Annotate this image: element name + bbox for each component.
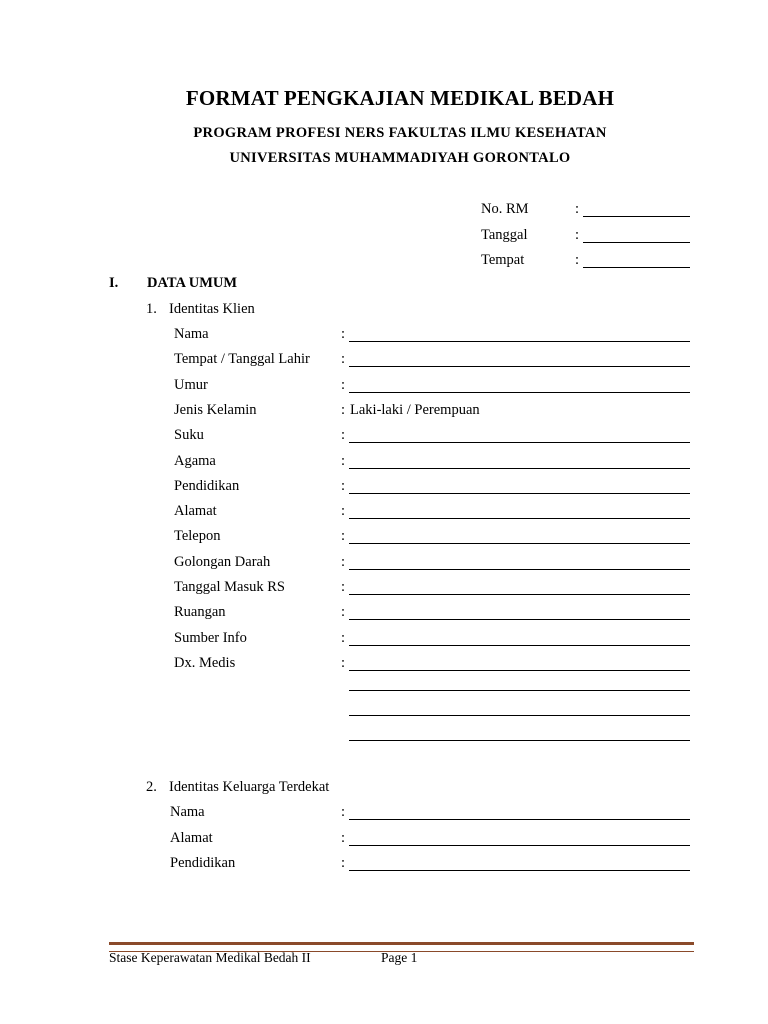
section-number: I. bbox=[109, 275, 119, 291]
document-subtitle-university: UNIVERSITAS MUHAMMADIYAH GORONTALO bbox=[229, 150, 571, 166]
field-label: Umur bbox=[174, 376, 208, 393]
field-label: Tempat / Tanggal Lahir bbox=[174, 351, 310, 368]
field-label: Jenis Kelamin bbox=[174, 401, 257, 418]
meta-colon: : bbox=[575, 252, 580, 268]
field-colon: : bbox=[341, 477, 346, 494]
field-row-telepon bbox=[174, 528, 690, 553]
meta-label: No. RM bbox=[481, 201, 529, 217]
field-label: Golongan Darah bbox=[174, 553, 271, 570]
field-colon: : bbox=[341, 829, 346, 846]
subsection-title: Identitas Klien bbox=[169, 301, 255, 317]
field-colon: : bbox=[341, 452, 346, 469]
field-colon: : bbox=[341, 654, 346, 671]
alamat-field[interactable] bbox=[349, 845, 690, 846]
field-row-pendidikan bbox=[174, 478, 690, 503]
ruangan-field[interactable] bbox=[349, 619, 690, 620]
field-label: Alamat bbox=[174, 503, 217, 520]
tempat-field[interactable] bbox=[583, 267, 690, 268]
field-label: Sumber Info bbox=[174, 629, 247, 646]
nama-field[interactable] bbox=[349, 819, 690, 820]
alamat-field[interactable] bbox=[349, 518, 690, 519]
no-rm-field[interactable] bbox=[583, 216, 690, 217]
tempat-tanggal-lahir-field[interactable] bbox=[349, 366, 690, 367]
field-colon: : bbox=[341, 401, 346, 418]
nama-field[interactable] bbox=[349, 341, 690, 342]
field-row-pendidikan bbox=[170, 855, 690, 880]
pendidikan-field[interactable] bbox=[349, 493, 690, 494]
field-label: Nama bbox=[170, 804, 205, 820]
field-label: Dx. Medis bbox=[174, 654, 236, 671]
field-row-nama bbox=[174, 326, 690, 351]
field-label: Alamat bbox=[170, 829, 213, 846]
umur-field[interactable] bbox=[349, 392, 690, 393]
page-footer bbox=[109, 950, 418, 966]
field-row-golongan-darah bbox=[174, 554, 690, 579]
meta-label: Tempat bbox=[481, 252, 525, 268]
field-colon: : bbox=[341, 855, 346, 871]
jenis-kelamin-value[interactable]: Laki-laki / Perempuan bbox=[350, 401, 480, 418]
section-title: DATA UMUM bbox=[147, 275, 238, 291]
meta-row-no-rm bbox=[481, 201, 693, 227]
tanggal-masuk-rs-field[interactable] bbox=[349, 594, 690, 595]
pendidikan-field[interactable] bbox=[349, 870, 690, 871]
field-row-alamat bbox=[170, 830, 690, 855]
meta-row-tanggal bbox=[481, 227, 693, 253]
field-colon: : bbox=[341, 804, 346, 820]
meta-label: Tanggal bbox=[481, 226, 528, 243]
field-colon: : bbox=[341, 376, 346, 393]
field-row-dx-medis bbox=[174, 655, 690, 680]
meta-row-tempat bbox=[481, 252, 693, 278]
field-colon: : bbox=[341, 351, 346, 368]
field-label: Suku bbox=[174, 427, 204, 444]
field-colon: : bbox=[341, 579, 346, 595]
document-subtitle-program: PROGRAM PROFESI NERS FAKULTAS ILMU KESEHATAN bbox=[193, 125, 607, 141]
field-row-alamat bbox=[174, 503, 690, 528]
field-label: Nama bbox=[174, 326, 209, 342]
field-row-ruangan bbox=[174, 604, 690, 629]
field-row-umur bbox=[174, 377, 690, 402]
field-colon: : bbox=[341, 528, 346, 545]
record-meta-block bbox=[481, 201, 693, 278]
sumber-info-field[interactable] bbox=[349, 645, 690, 646]
dx-medis-extra-line-3[interactable] bbox=[349, 740, 690, 741]
field-colon: : bbox=[341, 503, 346, 520]
field-row-sumber-info bbox=[174, 630, 690, 655]
field-colon: : bbox=[341, 604, 346, 621]
field-row-suku bbox=[174, 427, 690, 452]
field-row-agama bbox=[174, 453, 690, 478]
tanggal-field[interactable] bbox=[583, 242, 690, 243]
field-colon: : bbox=[341, 427, 346, 444]
document-title: FORMAT PENGKAJIAN MEDIKAL BEDAH bbox=[185, 86, 615, 110]
dx-medis-field[interactable] bbox=[349, 670, 690, 671]
telepon-field[interactable] bbox=[349, 543, 690, 544]
subsection-number: 2. bbox=[146, 779, 157, 795]
field-row-tempat-tanggal-lahir bbox=[174, 351, 690, 376]
meta-colon: : bbox=[575, 201, 580, 217]
field-colon: : bbox=[341, 553, 346, 570]
field-row-nama bbox=[170, 804, 690, 829]
field-label: Pendidikan bbox=[170, 855, 236, 871]
field-label: Tanggal Masuk RS bbox=[174, 579, 285, 595]
subsection-number: 1. bbox=[146, 301, 157, 317]
footer-page-number: Page 1 bbox=[381, 950, 418, 965]
footer-course-title: Stase Keperawatan Medikal Bedah II bbox=[109, 950, 311, 965]
field-label: Telepon bbox=[174, 528, 221, 545]
field-label: Ruangan bbox=[174, 604, 226, 621]
field-row-jenis-kelamin bbox=[174, 402, 690, 427]
meta-colon: : bbox=[575, 226, 580, 243]
field-colon: : bbox=[341, 629, 346, 646]
field-row-tanggal-masuk-rs bbox=[174, 579, 690, 604]
subsection-title: Identitas Keluarga Terdekat bbox=[169, 779, 330, 795]
golongan-darah-field[interactable] bbox=[349, 569, 690, 570]
subsection-identitas-klien bbox=[146, 301, 255, 318]
dx-medis-extra-line-2[interactable] bbox=[349, 715, 690, 716]
subsection-identitas-keluarga bbox=[146, 779, 329, 796]
field-colon: : bbox=[341, 326, 346, 342]
agama-field[interactable] bbox=[349, 468, 690, 469]
field-label: Pendidikan bbox=[174, 477, 240, 494]
dx-medis-extra-line-1[interactable] bbox=[349, 690, 690, 691]
field-label: Agama bbox=[174, 452, 216, 469]
suku-field[interactable] bbox=[349, 442, 690, 443]
